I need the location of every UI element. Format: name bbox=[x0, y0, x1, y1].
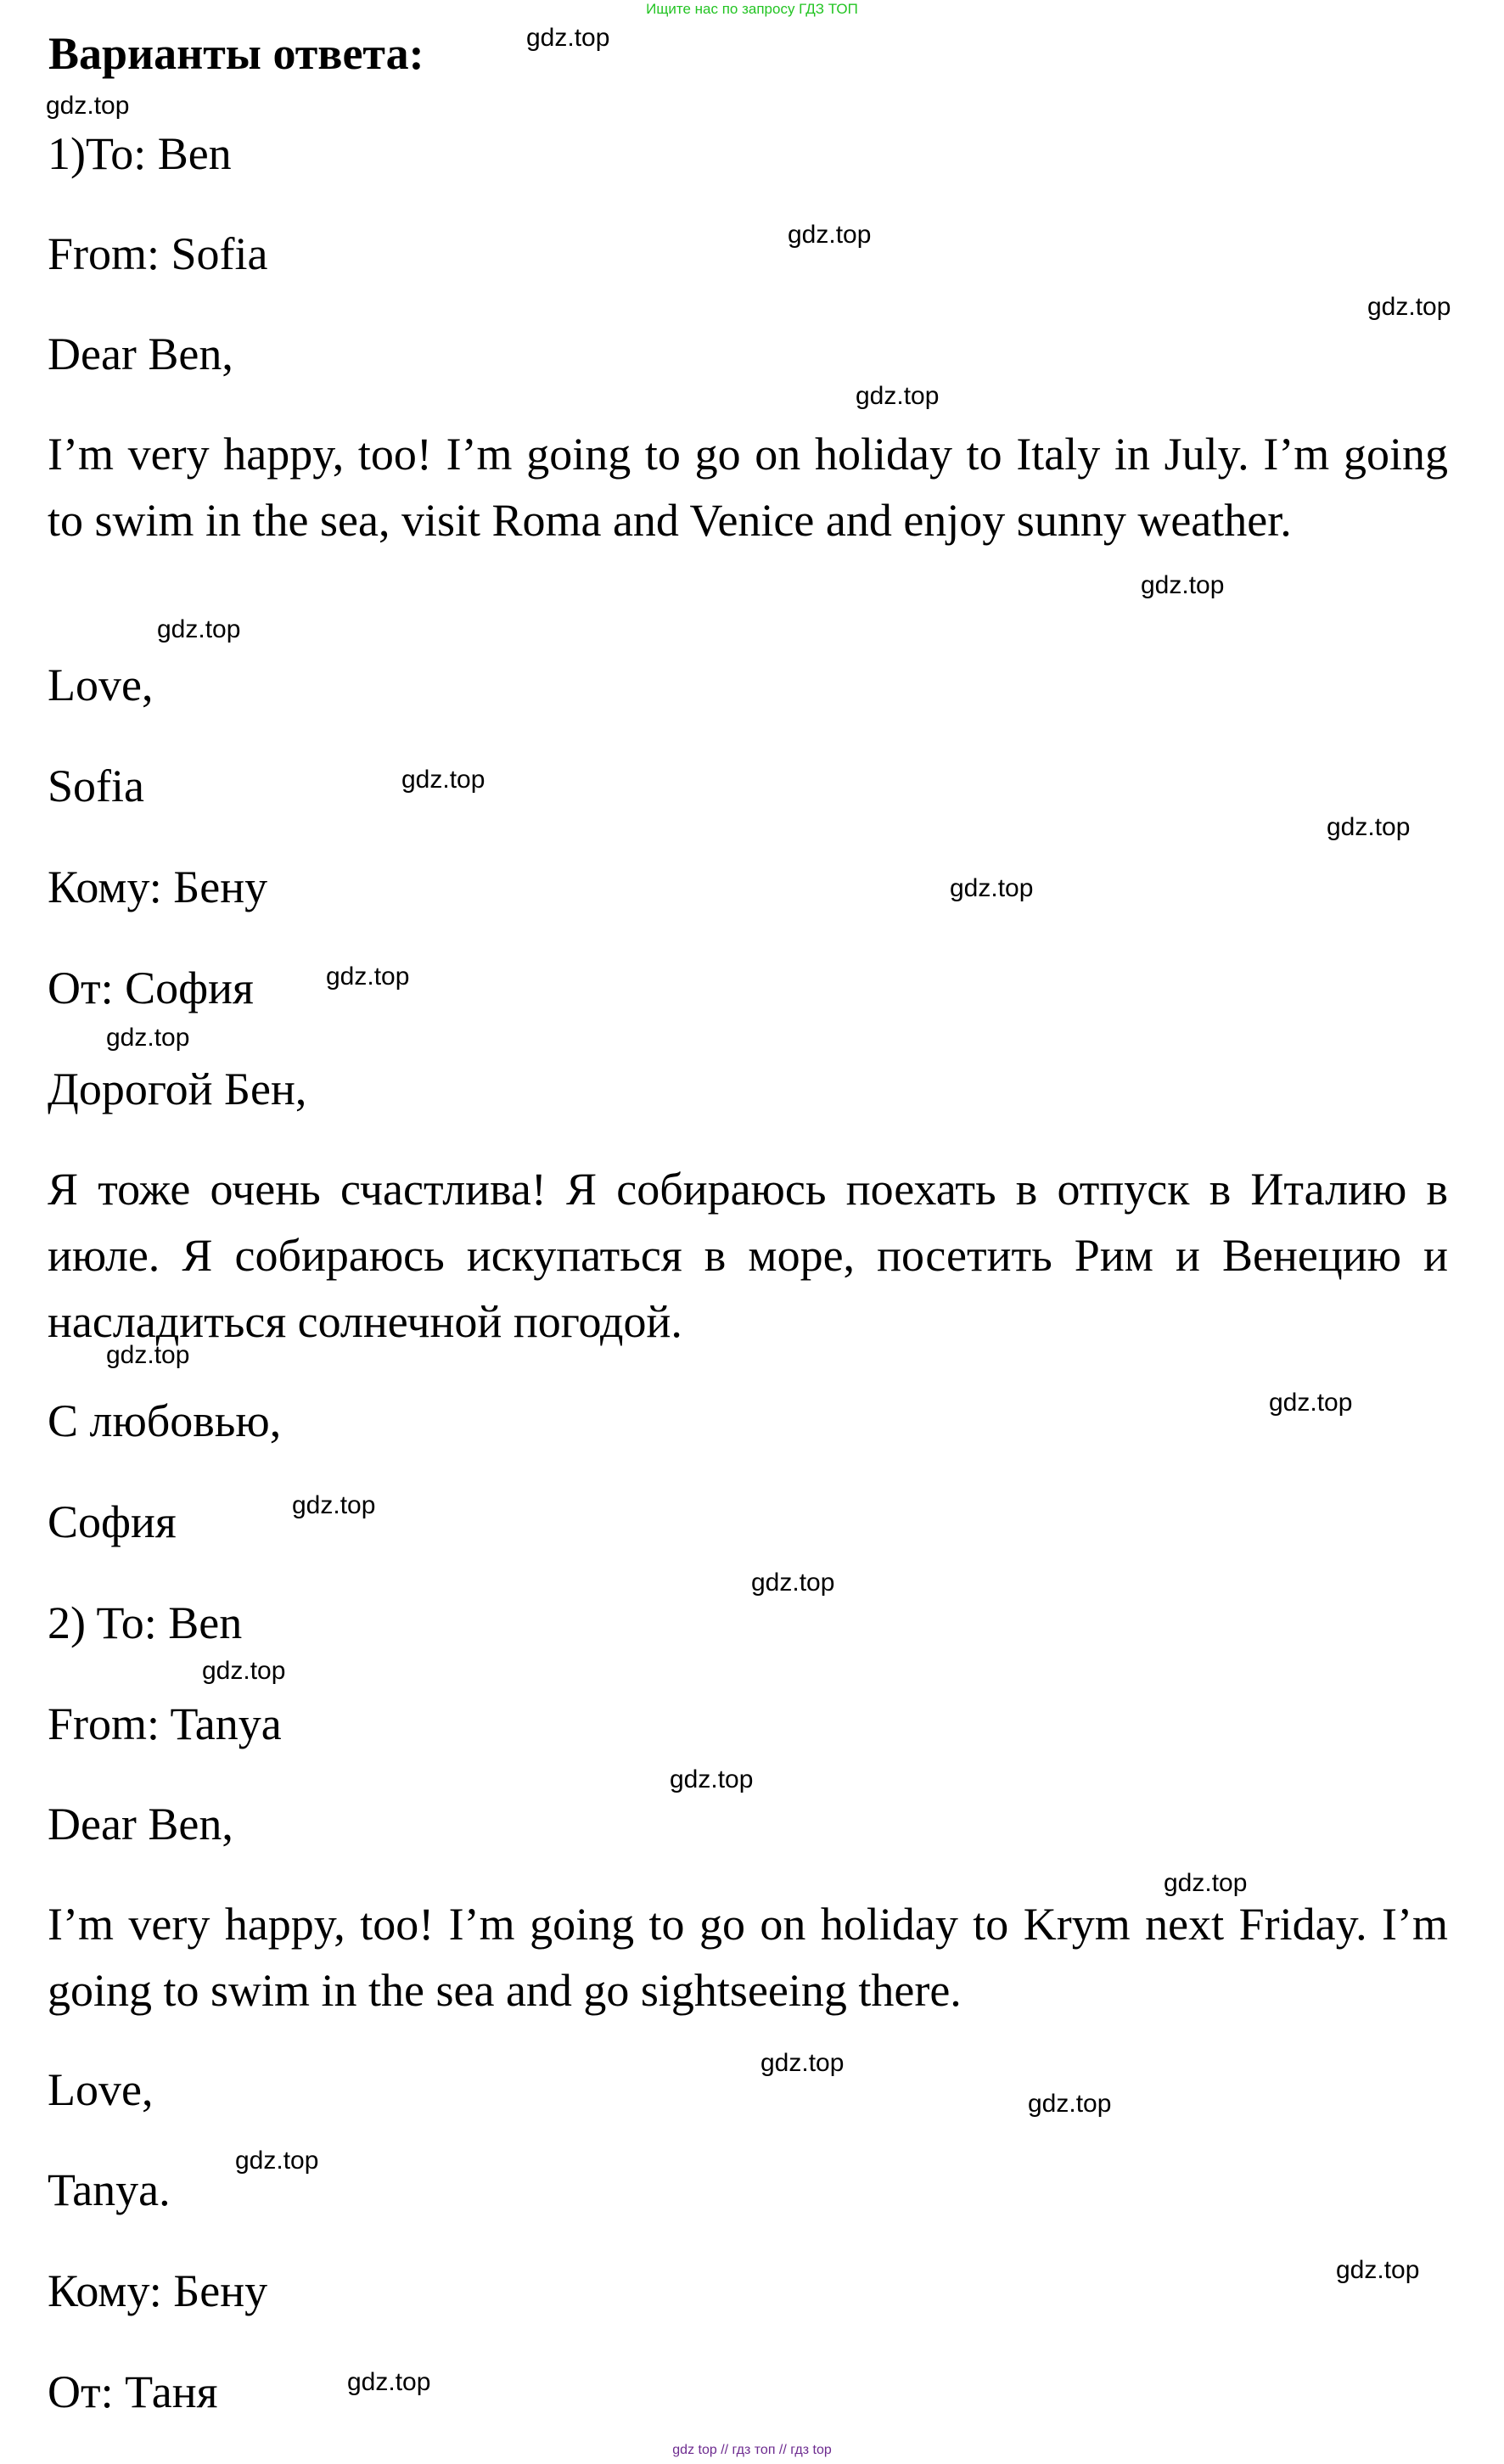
answer1-ru-signature: София bbox=[48, 1496, 177, 1547]
watermark: gdz.top bbox=[401, 766, 485, 794]
watermark: gdz.top bbox=[106, 1024, 190, 1052]
answer2-to: 2) To: Ben bbox=[48, 1597, 243, 1648]
answer1-greeting: Dear Ben, bbox=[48, 328, 233, 379]
answer2-from: From: Tanya bbox=[48, 1698, 282, 1749]
top-search-note: Ищите нас по запросу ГДЗ ТОП bbox=[646, 1, 858, 17]
answer2-ru-from: От: Таня bbox=[48, 2366, 218, 2417]
watermark: gdz.top bbox=[46, 92, 130, 120]
answer1-signature: Sofia bbox=[48, 761, 144, 811]
watermark: gdz.top bbox=[788, 221, 872, 249]
answer1-to: 1)To: Ben bbox=[48, 128, 232, 179]
watermark: gdz.top bbox=[1028, 2090, 1112, 2118]
watermark: gdz.top bbox=[106, 1341, 190, 1369]
page-title: Варианты ответа: bbox=[48, 28, 424, 79]
answer1-ru-greeting: Дорогой Бен, bbox=[48, 1064, 307, 1114]
watermark: gdz.top bbox=[1327, 813, 1411, 841]
answer1-ru-body: Я тоже очень счастлива! Я собираюсь поехать в отпуск в Италию в июле. Я собираюсь искупаться в море, посетить Рим и Венецию и насладиться солнечной погодой. bbox=[48, 1164, 1448, 1347]
watermark: gdz.top bbox=[1367, 293, 1451, 321]
answer1-from: From: Sofia bbox=[48, 228, 268, 279]
answer2-body: I’m very happy, too! I’m going to go on holiday to Krym next Friday. I’m going to swim in the sea and go sightseeing there. bbox=[48, 1899, 1448, 2016]
footer-links: gdz top // гдз топ // гдз top bbox=[672, 2443, 832, 2457]
watermark: gdz.top bbox=[1164, 1869, 1248, 1897]
answer1-closing: Love, bbox=[48, 659, 154, 710]
watermark: gdz.top bbox=[292, 1491, 376, 1519]
answer1-body: I’m very happy, too! I’m going to go on holiday to Italy in July. I’m going to swim in the sea, visit Roma and Venice and enjoy sunny weather. bbox=[48, 429, 1448, 546]
watermark: gdz.top bbox=[347, 2368, 431, 2396]
answer2-greeting: Dear Ben, bbox=[48, 1799, 233, 1849]
answer1-ru-closing: С любовью, bbox=[48, 1395, 282, 1446]
watermark: gdz.top bbox=[235, 2147, 319, 2175]
watermark: gdz.top bbox=[760, 2049, 845, 2077]
answer1-ru-to: Кому: Бену bbox=[48, 862, 268, 912]
answer2-closing: Love, bbox=[48, 2064, 154, 2115]
watermark: gdz.top bbox=[202, 1657, 286, 1685]
watermark: gdz.top bbox=[1336, 2256, 1420, 2284]
answer2-signature: Tanya. bbox=[48, 2164, 171, 2215]
watermark: gdz.top bbox=[950, 874, 1034, 902]
watermark: gdz.top bbox=[670, 1765, 754, 1793]
watermark: gdz.top bbox=[526, 24, 610, 52]
watermark: gdz.top bbox=[157, 615, 241, 643]
watermark: gdz.top bbox=[326, 963, 410, 991]
watermark: gdz.top bbox=[856, 382, 940, 410]
answer1-ru-from: От: София bbox=[48, 963, 254, 1013]
watermark: gdz.top bbox=[1269, 1389, 1353, 1417]
answer2-ru-to: Кому: Бену bbox=[48, 2265, 268, 2316]
watermark: gdz.top bbox=[1141, 571, 1225, 599]
watermark: gdz.top bbox=[751, 1569, 835, 1597]
